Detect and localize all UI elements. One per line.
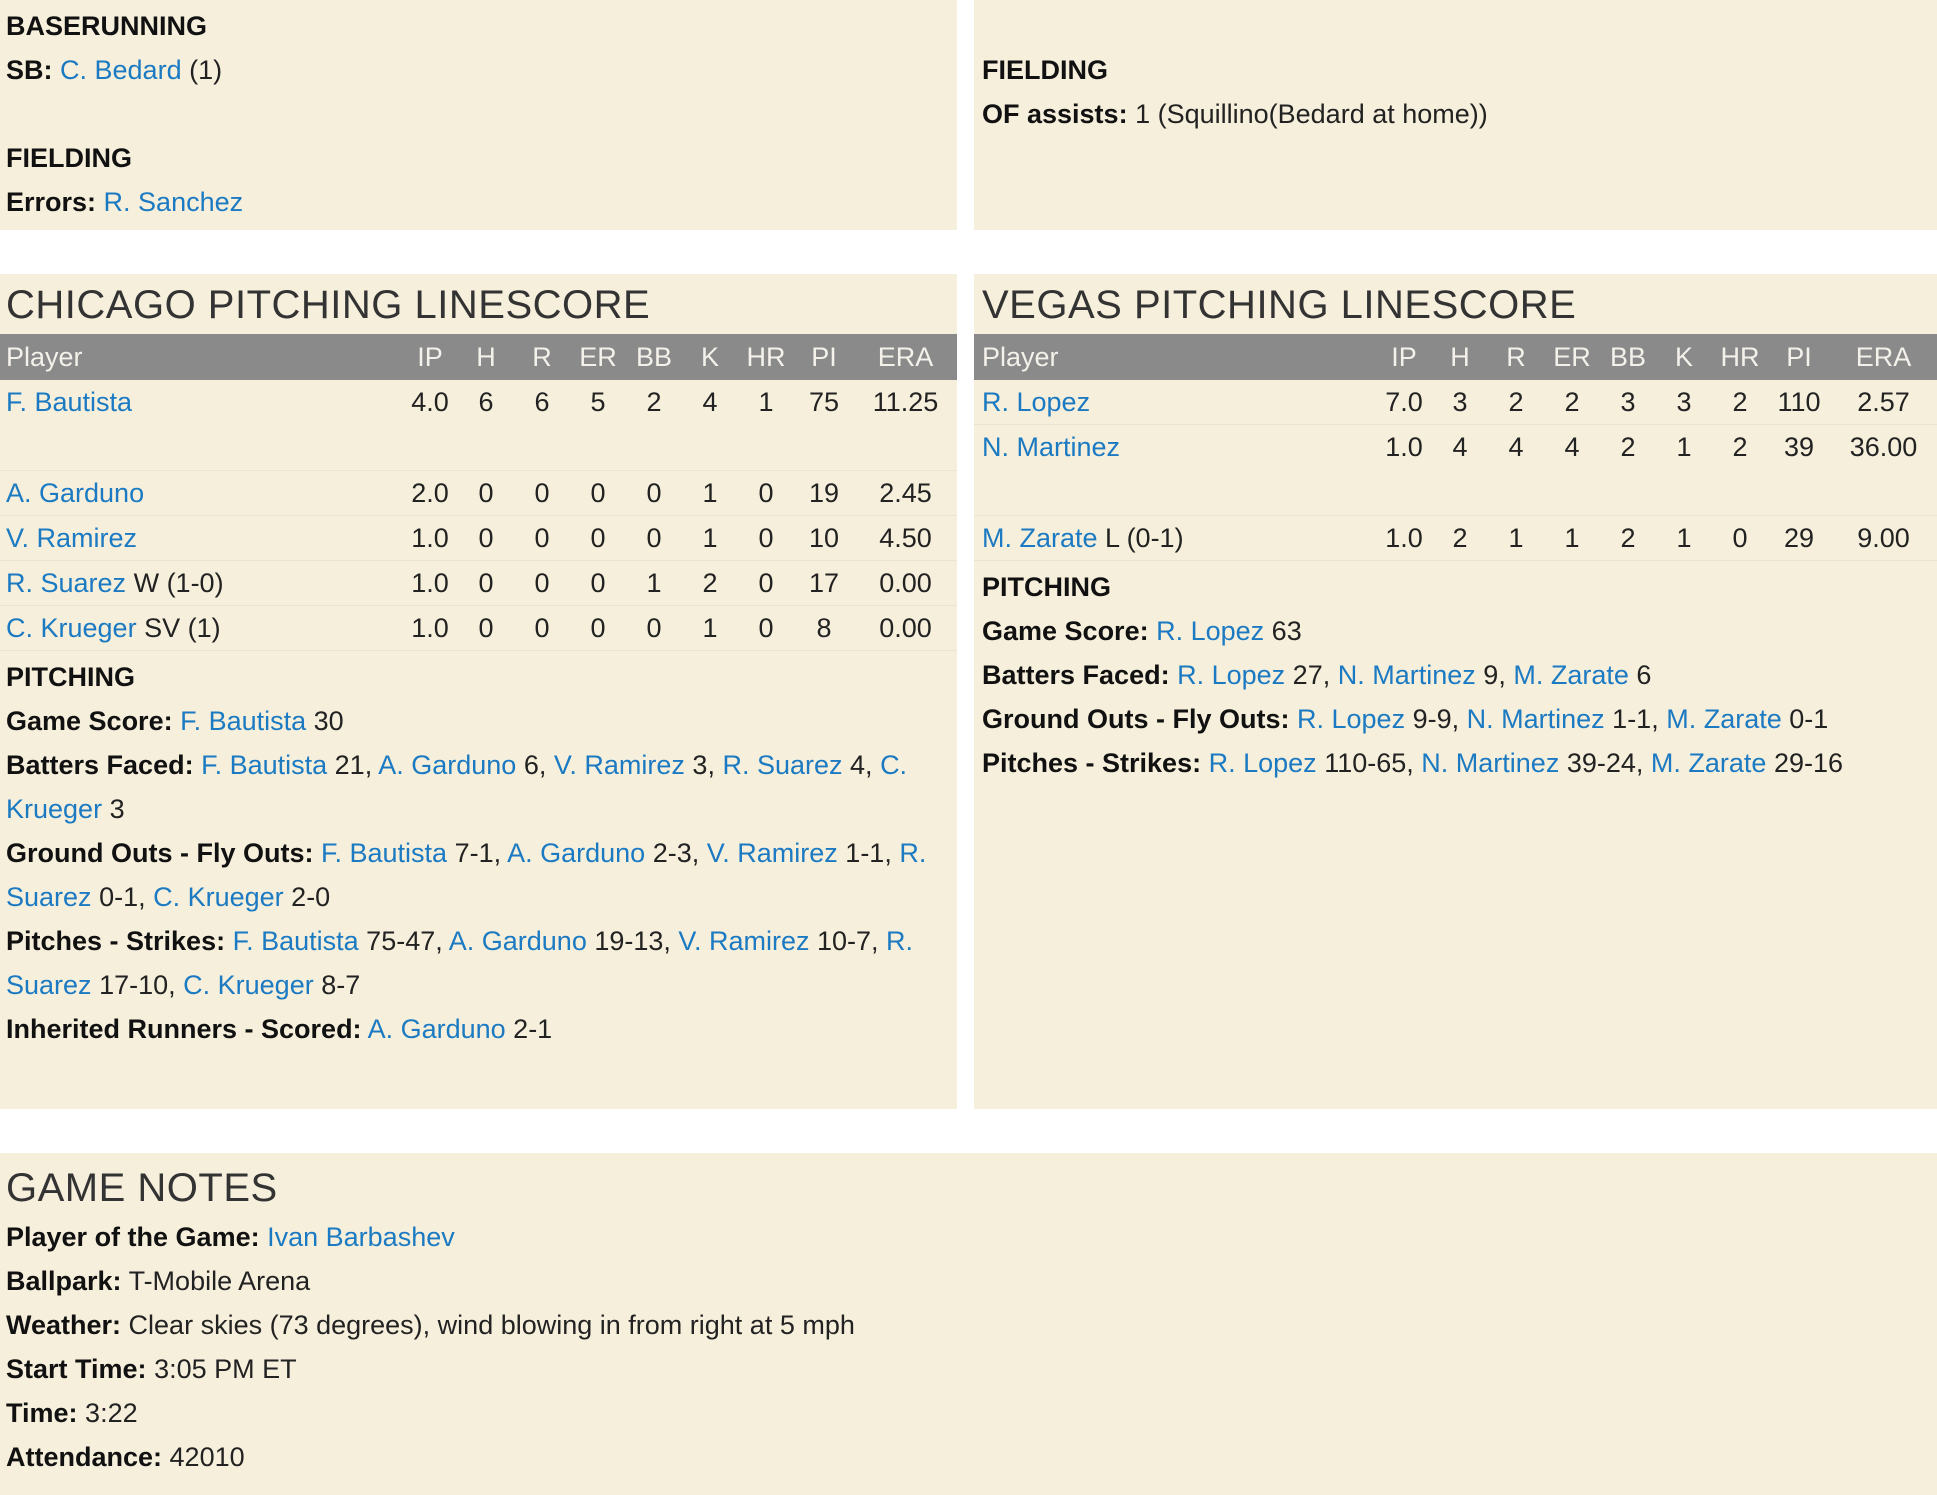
game-time-value: 3:22 <box>85 1398 138 1428</box>
table-row <box>974 380 1937 425</box>
list-separator: , <box>435 926 449 956</box>
player-link[interactable]: M. Zarate <box>1513 660 1629 690</box>
attendance-value: 42010 <box>169 1442 245 1472</box>
stat-hr: 2 <box>1712 425 1768 516</box>
stat-er: 0 <box>570 471 626 516</box>
stat-er: 2 <box>1544 380 1600 425</box>
table-row <box>0 380 957 471</box>
column-header: R <box>1506 341 1526 372</box>
game-notes-body <box>0 1215 1937 1479</box>
player-link[interactable]: C. Krueger <box>6 750 908 824</box>
player-link[interactable]: R. Lopez <box>1208 748 1317 778</box>
decision-note: L (0-1) <box>1105 523 1184 553</box>
attendance-line <box>6 1435 1937 1479</box>
ballpark-line <box>6 1259 1937 1303</box>
vegas-pitching-panel <box>974 274 1937 1109</box>
player-link[interactable]: F. Bautista <box>321 838 448 868</box>
of-assists-line <box>982 92 1937 136</box>
player-stat-value: 1-1 <box>837 838 885 868</box>
stat-pi: 29 <box>1768 516 1830 561</box>
player-link[interactable]: F. Bautista <box>6 387 133 417</box>
sb-label: SB: <box>6 55 53 85</box>
player-link-sb[interactable]: C. Bedard <box>60 55 182 85</box>
player-link[interactable]: R. Lopez <box>1177 660 1286 690</box>
stat-era: 4.50 <box>854 516 957 561</box>
player-stat-value: 6 <box>516 750 539 780</box>
fielding-heading: FIELDING <box>6 143 132 173</box>
stat-ip: 1.0 <box>402 516 458 561</box>
weather-label: Weather: <box>6 1310 122 1340</box>
player-link[interactable]: N. Martinez <box>1466 704 1605 734</box>
stat-bb: 0 <box>626 516 682 561</box>
game-score-label: Game Score: <box>982 616 1149 646</box>
column-header: K <box>700 341 719 372</box>
pitches-strikes-list <box>1209 748 1843 778</box>
stat-era: 2.45 <box>854 471 957 516</box>
weather-value: Clear skies (73 degrees), wind blowing in from right at 5 mph <box>128 1310 855 1340</box>
stat-h: 4 <box>1432 425 1488 516</box>
inherited-runners-line <box>6 1007 957 1051</box>
stat-ip: 1.0 <box>402 561 458 606</box>
ballpark-value: T-Mobile Arena <box>128 1266 311 1296</box>
column-header: Player <box>6 341 83 372</box>
player-stat-value: 7-1 <box>447 838 494 868</box>
stat-er: 1 <box>1544 516 1600 561</box>
list-separator: , <box>538 750 554 780</box>
game-score-line <box>982 609 1937 653</box>
game-score-list <box>1156 616 1302 646</box>
stat-ip: 1.0 <box>1376 425 1432 516</box>
list-separator: , <box>663 926 679 956</box>
column-header: Player <box>982 341 1059 372</box>
spacer <box>6 92 957 136</box>
chicago-pitching-title: CHICAGO PITCHING LINESCORE <box>6 283 651 327</box>
batters-faced-line <box>6 743 946 831</box>
pitches-strikes-line <box>6 919 946 1007</box>
column-header: BB <box>1609 341 1647 372</box>
player-stat-value: 29-16 <box>1766 748 1843 778</box>
stat-k: 1 <box>1656 516 1712 561</box>
player-stat-value: 17-10 <box>91 970 169 1000</box>
stat-bb: 2 <box>1600 425 1656 516</box>
player-stat-value: 8-7 <box>313 970 361 1000</box>
player-stat-value: 39-24 <box>1559 748 1636 778</box>
errors-label: Errors: <box>6 187 97 217</box>
stat-k: 1 <box>682 606 738 651</box>
player-link[interactable]: M. Zarate <box>982 523 1098 553</box>
player-link[interactable]: F. Bautista <box>232 926 359 956</box>
column-header: ERA <box>877 341 934 372</box>
player-stat-value: 10-7 <box>809 926 872 956</box>
player-link[interactable]: R. Suarez <box>6 926 914 1000</box>
stat-era: 0.00 <box>854 561 957 606</box>
stat-k: 1 <box>682 471 738 516</box>
player-stat-value: 19-13 <box>586 926 664 956</box>
player-link[interactable]: C. Krueger <box>6 613 137 643</box>
player-link[interactable]: R. Lopez <box>1156 616 1265 646</box>
list-separator: , <box>1651 704 1667 734</box>
pitching-heading: PITCHING <box>6 662 136 692</box>
pitches-strikes-line <box>982 741 1937 785</box>
stat-k: 2 <box>682 561 738 606</box>
list-separator: , <box>865 750 881 780</box>
go-fo-line <box>6 831 946 919</box>
stat-er: 0 <box>570 606 626 651</box>
stat-pi: 39 <box>1768 425 1830 516</box>
player-stat-value: 3 <box>102 794 125 824</box>
stat-h: 0 <box>458 561 514 606</box>
player-link[interactable]: C. Krueger <box>183 970 314 1000</box>
stat-k: 3 <box>1656 380 1712 425</box>
stat-er: 5 <box>570 380 626 471</box>
game-notes-title: GAME NOTES <box>6 1166 278 1210</box>
fielding-panel-vegas <box>974 0 1937 230</box>
stat-era: 2.57 <box>1830 380 1937 425</box>
player-link[interactable]: R. Suarez <box>722 750 843 780</box>
game-notes-panel <box>0 1153 1937 1495</box>
player-link[interactable]: R. Lopez <box>1297 704 1406 734</box>
player-link-errors[interactable]: R. Sanchez <box>103 187 244 217</box>
table-row <box>0 516 957 561</box>
start-time-label: Start Time: <box>6 1354 147 1384</box>
list-separator: , <box>493 838 508 868</box>
pitches-strikes-label: Pitches - Strikes: <box>6 926 226 956</box>
list-separator: , <box>168 970 184 1000</box>
player-of-game-link[interactable]: Ivan Barbashev <box>267 1222 455 1252</box>
fielding-heading: FIELDING <box>982 55 1108 85</box>
stat-er: 4 <box>1544 425 1600 516</box>
player-link[interactable]: A. Garduno <box>378 750 517 780</box>
vegas-pitching-details <box>974 565 1937 785</box>
player-stat-value: 21 <box>327 750 365 780</box>
stat-h: 3 <box>1432 380 1488 425</box>
column-header: IP <box>1391 341 1417 372</box>
column-header: H <box>476 341 496 372</box>
list-separator: , <box>1635 748 1651 778</box>
player-stat-value: 2-3 <box>645 838 692 868</box>
list-separator: , <box>1498 660 1514 690</box>
stat-er: 0 <box>570 561 626 606</box>
stat-pi: 19 <box>794 471 854 516</box>
stat-era: 36.00 <box>1830 425 1937 516</box>
batters-faced-label: Batters Faced: <box>982 660 1170 690</box>
stat-r: 2 <box>1488 380 1544 425</box>
stat-h: 6 <box>458 380 514 471</box>
column-header: HR <box>1720 341 1760 372</box>
player-link[interactable]: R. Suarez <box>6 568 127 598</box>
stat-er: 0 <box>570 516 626 561</box>
stat-hr: 1 <box>738 380 794 471</box>
inherited-runners-list <box>368 1014 553 1044</box>
decision-note: W (1-0) <box>133 568 224 598</box>
player-stat-value: 2-1 <box>505 1014 553 1044</box>
attendance-label: Attendance: <box>6 1442 163 1472</box>
stat-pi: 75 <box>794 380 854 471</box>
stat-pi: 10 <box>794 516 854 561</box>
player-link[interactable]: M. Zarate <box>1650 748 1767 778</box>
player-link[interactable]: F. Bautista <box>180 706 307 736</box>
player-stat-value: 2-0 <box>283 882 331 912</box>
column-header: IP <box>417 341 443 372</box>
stat-r: 6 <box>514 380 570 471</box>
baserunning-heading: BASERUNNING <box>6 11 208 41</box>
batters-faced-list <box>1177 660 1651 690</box>
player-of-game-line <box>6 1215 1937 1259</box>
of-assists-label: OF assists: <box>982 99 1128 129</box>
potg-label: Player of the Game: <box>6 1222 260 1252</box>
player-stat-value: 1-1 <box>1604 704 1652 734</box>
stat-h: 0 <box>458 471 514 516</box>
table-header-row <box>974 334 1937 380</box>
baserunning-fielding-panel-chicago <box>0 0 957 230</box>
player-stat-value: 110-65 <box>1316 748 1407 778</box>
start-time-line <box>6 1347 1937 1391</box>
player-stat-value: 9 <box>1475 660 1499 690</box>
stat-ip: 4.0 <box>402 380 458 471</box>
batters-faced-line <box>982 653 1937 697</box>
stat-bb: 1 <box>626 561 682 606</box>
table-row <box>974 425 1937 516</box>
stolen-bases-line <box>6 48 957 92</box>
stat-h: 0 <box>458 516 514 561</box>
player-link[interactable]: A. Garduno <box>6 478 145 508</box>
stat-bb: 3 <box>1600 380 1656 425</box>
errors-line <box>6 180 957 224</box>
column-header: H <box>1450 341 1470 372</box>
list-separator: , <box>1451 704 1467 734</box>
stat-pi: 17 <box>794 561 854 606</box>
list-separator: , <box>364 750 379 780</box>
stat-r: 0 <box>514 516 570 561</box>
player-link[interactable]: N. Martinez <box>1421 748 1560 778</box>
stat-hr: 2 <box>1712 380 1768 425</box>
list-separator: , <box>691 838 707 868</box>
of-assists-value: 1 (Squillino(Bedard at home)) <box>1135 99 1488 129</box>
go-fo-label: Ground Outs - Fly Outs: <box>982 704 1290 734</box>
list-separator: , <box>1322 660 1338 690</box>
game-score-label: Game Score: <box>6 706 173 736</box>
weather-line <box>6 1303 1937 1347</box>
player-link[interactable]: V. Ramirez <box>553 750 685 780</box>
stat-hr: 0 <box>738 606 794 651</box>
decision-note: SV (1) <box>144 613 221 643</box>
player-stat-value: 9-9 <box>1405 704 1452 734</box>
column-header: HR <box>746 341 786 372</box>
column-header: PI <box>1786 341 1812 372</box>
ballpark-label: Ballpark: <box>6 1266 122 1296</box>
player-link[interactable]: R. Suarez <box>6 838 927 912</box>
column-header: K <box>1674 341 1693 372</box>
chicago-pitching-panel <box>0 274 957 1109</box>
column-header: R <box>532 341 552 372</box>
column-header: ER <box>579 341 617 372</box>
stat-era: 0.00 <box>854 606 957 651</box>
stat-pi: 8 <box>794 606 854 651</box>
player-link[interactable]: N. Martinez <box>982 432 1121 462</box>
stat-ip: 7.0 <box>1376 380 1432 425</box>
go-fo-list <box>1297 704 1828 734</box>
chicago-pitching-details <box>0 655 957 1051</box>
stat-ip: 2.0 <box>402 471 458 516</box>
stat-pi: 110 <box>1768 380 1830 425</box>
stat-bb: 2 <box>626 380 682 471</box>
player-link[interactable]: V. Ramirez <box>6 523 138 553</box>
stat-ip: 1.0 <box>1376 516 1432 561</box>
stat-r: 0 <box>514 561 570 606</box>
table-row <box>0 471 957 516</box>
table-row <box>974 516 1937 561</box>
stat-bb: 0 <box>626 606 682 651</box>
stat-r: 0 <box>514 471 570 516</box>
chicago-pitching-table <box>0 334 957 651</box>
column-header: ER <box>1553 341 1591 372</box>
batters-faced-label: Batters Faced: <box>6 750 194 780</box>
list-separator: , <box>707 750 723 780</box>
vegas-pitching-table <box>974 334 1937 561</box>
stat-h: 0 <box>458 606 514 651</box>
player-stat-value: 63 <box>1264 616 1302 646</box>
player-link[interactable]: C. Krueger <box>153 882 284 912</box>
game-score-line <box>6 699 957 743</box>
inherited-runners-label: Inherited Runners - Scored: <box>6 1014 362 1044</box>
stat-hr: 0 <box>738 561 794 606</box>
go-fo-label: Ground Outs - Fly Outs: <box>6 838 314 868</box>
column-header: PI <box>811 341 837 372</box>
game-time-label: Time: <box>6 1398 78 1428</box>
stat-h: 2 <box>1432 516 1488 561</box>
player-stat-value: 0-1 <box>91 882 139 912</box>
game-score-list <box>180 706 344 736</box>
stat-hr: 0 <box>738 516 794 561</box>
player-link[interactable]: V. Ramirez <box>678 926 810 956</box>
stat-k: 1 <box>682 516 738 561</box>
player-stat-value: 3 <box>684 750 708 780</box>
list-separator: , <box>1406 748 1422 778</box>
sb-count: (1) <box>189 55 223 85</box>
vegas-pitching-title: VEGAS PITCHING LINESCORE <box>982 283 1577 327</box>
table-header-row <box>0 334 957 380</box>
pitching-heading: PITCHING <box>982 572 1112 602</box>
stat-hr: 0 <box>738 471 794 516</box>
start-time-value: 3:05 PM ET <box>154 1354 297 1384</box>
table-row <box>0 606 957 651</box>
player-stat-value: 30 <box>306 706 344 736</box>
player-stat-value: 4 <box>842 750 866 780</box>
stat-r: 4 <box>1488 425 1544 516</box>
player-link[interactable]: A. Garduno <box>507 838 646 868</box>
list-separator: , <box>138 882 154 912</box>
player-stat-value: 0-1 <box>1781 704 1829 734</box>
player-link[interactable]: N. Martinez <box>1337 660 1476 690</box>
stat-k: 4 <box>682 380 738 471</box>
stat-r: 0 <box>514 606 570 651</box>
stat-bb: 2 <box>1600 516 1656 561</box>
stat-era: 11.25 <box>854 380 957 471</box>
player-link[interactable]: A. Garduno <box>367 1014 506 1044</box>
column-header: BB <box>635 341 673 372</box>
go-fo-line <box>982 697 1937 741</box>
stat-ip: 1.0 <box>402 606 458 651</box>
stat-r: 1 <box>1488 516 1544 561</box>
player-stat-value: 6 <box>1628 660 1652 690</box>
game-time-line <box>6 1391 1937 1435</box>
stat-hr: 0 <box>1712 516 1768 561</box>
pitches-strikes-label: Pitches - Strikes: <box>982 748 1202 778</box>
player-stat-value: 75-47 <box>358 926 436 956</box>
stat-k: 1 <box>1656 425 1712 516</box>
player-link[interactable]: R. Lopez <box>982 387 1091 417</box>
player-link[interactable]: M. Zarate <box>1666 704 1782 734</box>
list-separator: , <box>871 926 887 956</box>
stat-bb: 0 <box>626 471 682 516</box>
player-link[interactable]: F. Bautista <box>201 750 328 780</box>
list-separator: , <box>884 838 900 868</box>
table-row <box>0 561 957 606</box>
stat-era: 9.00 <box>1830 516 1937 561</box>
player-stat-value: 27 <box>1285 660 1323 690</box>
player-link[interactable]: V. Ramirez <box>706 838 838 868</box>
player-link[interactable]: A. Garduno <box>448 926 587 956</box>
column-header: ERA <box>1855 341 1912 372</box>
